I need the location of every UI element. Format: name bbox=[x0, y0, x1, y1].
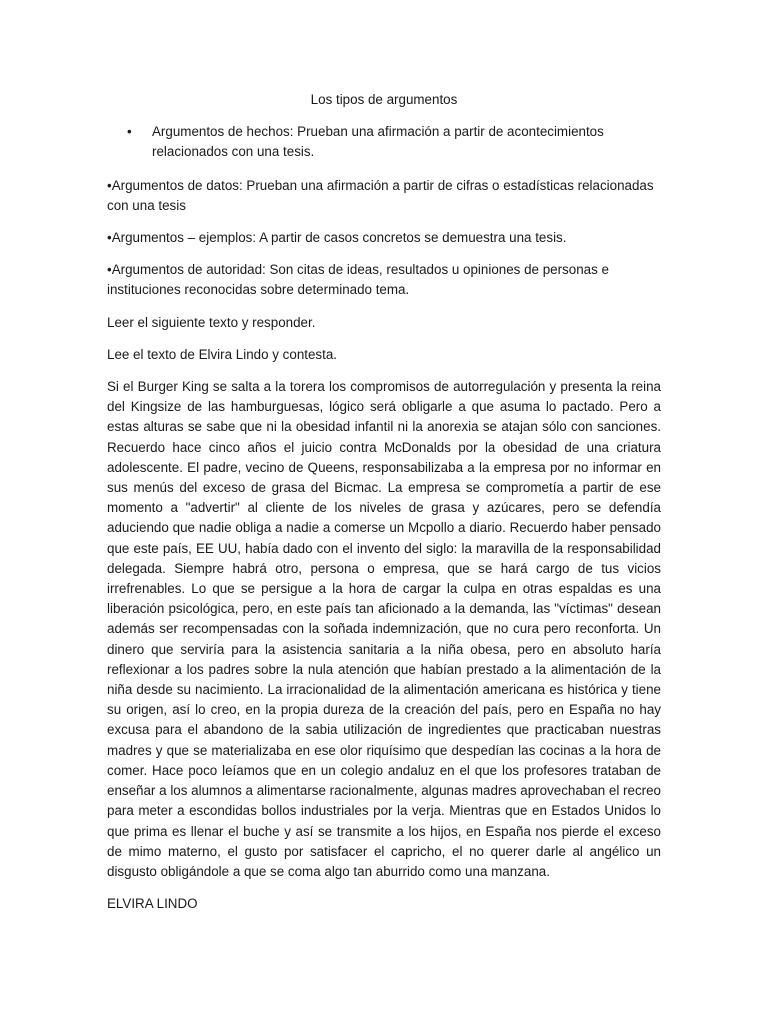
author-signature: ELVIRA LINDO bbox=[107, 896, 198, 912]
argument-item-data: •Argumentos de datos: Prueban una afirmación a partir de cifras o estadísticas relacionadas con una tesis bbox=[107, 177, 654, 213]
bullet-icon: • bbox=[127, 124, 132, 140]
article-body: Si el Burger King se salta a la torera los compromisos de autorregulación y presenta la reina del Kingsize de las hamburguesas, lógico será obligarle a que asuma lo pactado. Pero a estas alturas se sabe que ni la obesidad infantil ni la anorexia se atajan sólo con sanciones. Recuerdo hace cinco años el juicio contra McDonalds por la obesidad de una criatura adolescente. El padre, vecino de Queens, responsabilizaba a la empresa por no informar en sus menús del exceso de grasa del Bicmac. La empresa se comprometía a partir de ese momento a "advertir" al cliente de los niveles de grasa y azúcares, pero se defendía aduciendo que nadie obliga a nadie a comerse un Mcpollo a diario. Recuerdo haber pensado que este país, EE UU, había dado con el invento del siglo: la maravilla de la responsabilidad delegada. Siempre habrá otro, persona o empresa, que se hará cargo de tus vicios irrefrenables. Lo que se persigue a la hora de cargar la culpa en otras espaldas es una liberación psicológica, pero, en este país tan aficionado a la demanda, las "víctimas" desean además ser recompensadas con la soñada indemnización, que no cura pero reconforta. Un dinero que serviría para la asistencia sanitaria a la niña obesa, pero en absoluto haría reflexionar a los padres sobre la nula atención que habían prestado a la alimentación de la niña desde su nacimiento. La irracionalidad de la alimentación americana es histórica y tiene su origen, así lo creo, en la propia dureza de la creación del país, pero en España no hay excusa para el abandono de la sabia utilización de ingredientes que practicaban nuestras madres y que se materializaba en ese olor riquísimo que despedían las cocinas a la hora de comer. Hace poco leíamos que en un colegio andaluz en el que los profesores trataban de enseñar a los alumnos a alimentarse racionalmente, algunas madres aprovechaban el recreo para meter a escondidas bollos industriales por la verja. Mientras que en Estados Unidos lo que prima es llenar el buche y así se transmite a los hijos, en España nos pierde el exceso de mimo materno, el gusto por satisfacer el capricho, el no querer darle al angélico un disgusto obligándole a que se coma algo tan aburrido como una manzana. bbox=[107, 379, 661, 879]
document-page bbox=[107, 90, 661, 914]
argument-item-facts bbox=[107, 122, 661, 162]
instruction-text: Lee el texto de Elvira Lindo y contesta. bbox=[107, 346, 338, 362]
document-title: Los tipos de argumentos bbox=[310, 92, 458, 107]
instruction-text: Leer el siguiente texto y responder. bbox=[107, 314, 316, 330]
argument-item-examples: •Argumentos – ejemplos: A partir de casos concretos se demuestra una tesis. bbox=[107, 230, 567, 246]
argument-item-authority: •Argumentos de autoridad: Son citas de ideas, resultados u opiniones de personas e instituciones reconocidas sobre determinado tema. bbox=[107, 262, 609, 298]
argument-text: Argumentos de hechos: Prueban una afirmación a partir de acontecimientos relacionados con una tesis. bbox=[152, 124, 604, 160]
